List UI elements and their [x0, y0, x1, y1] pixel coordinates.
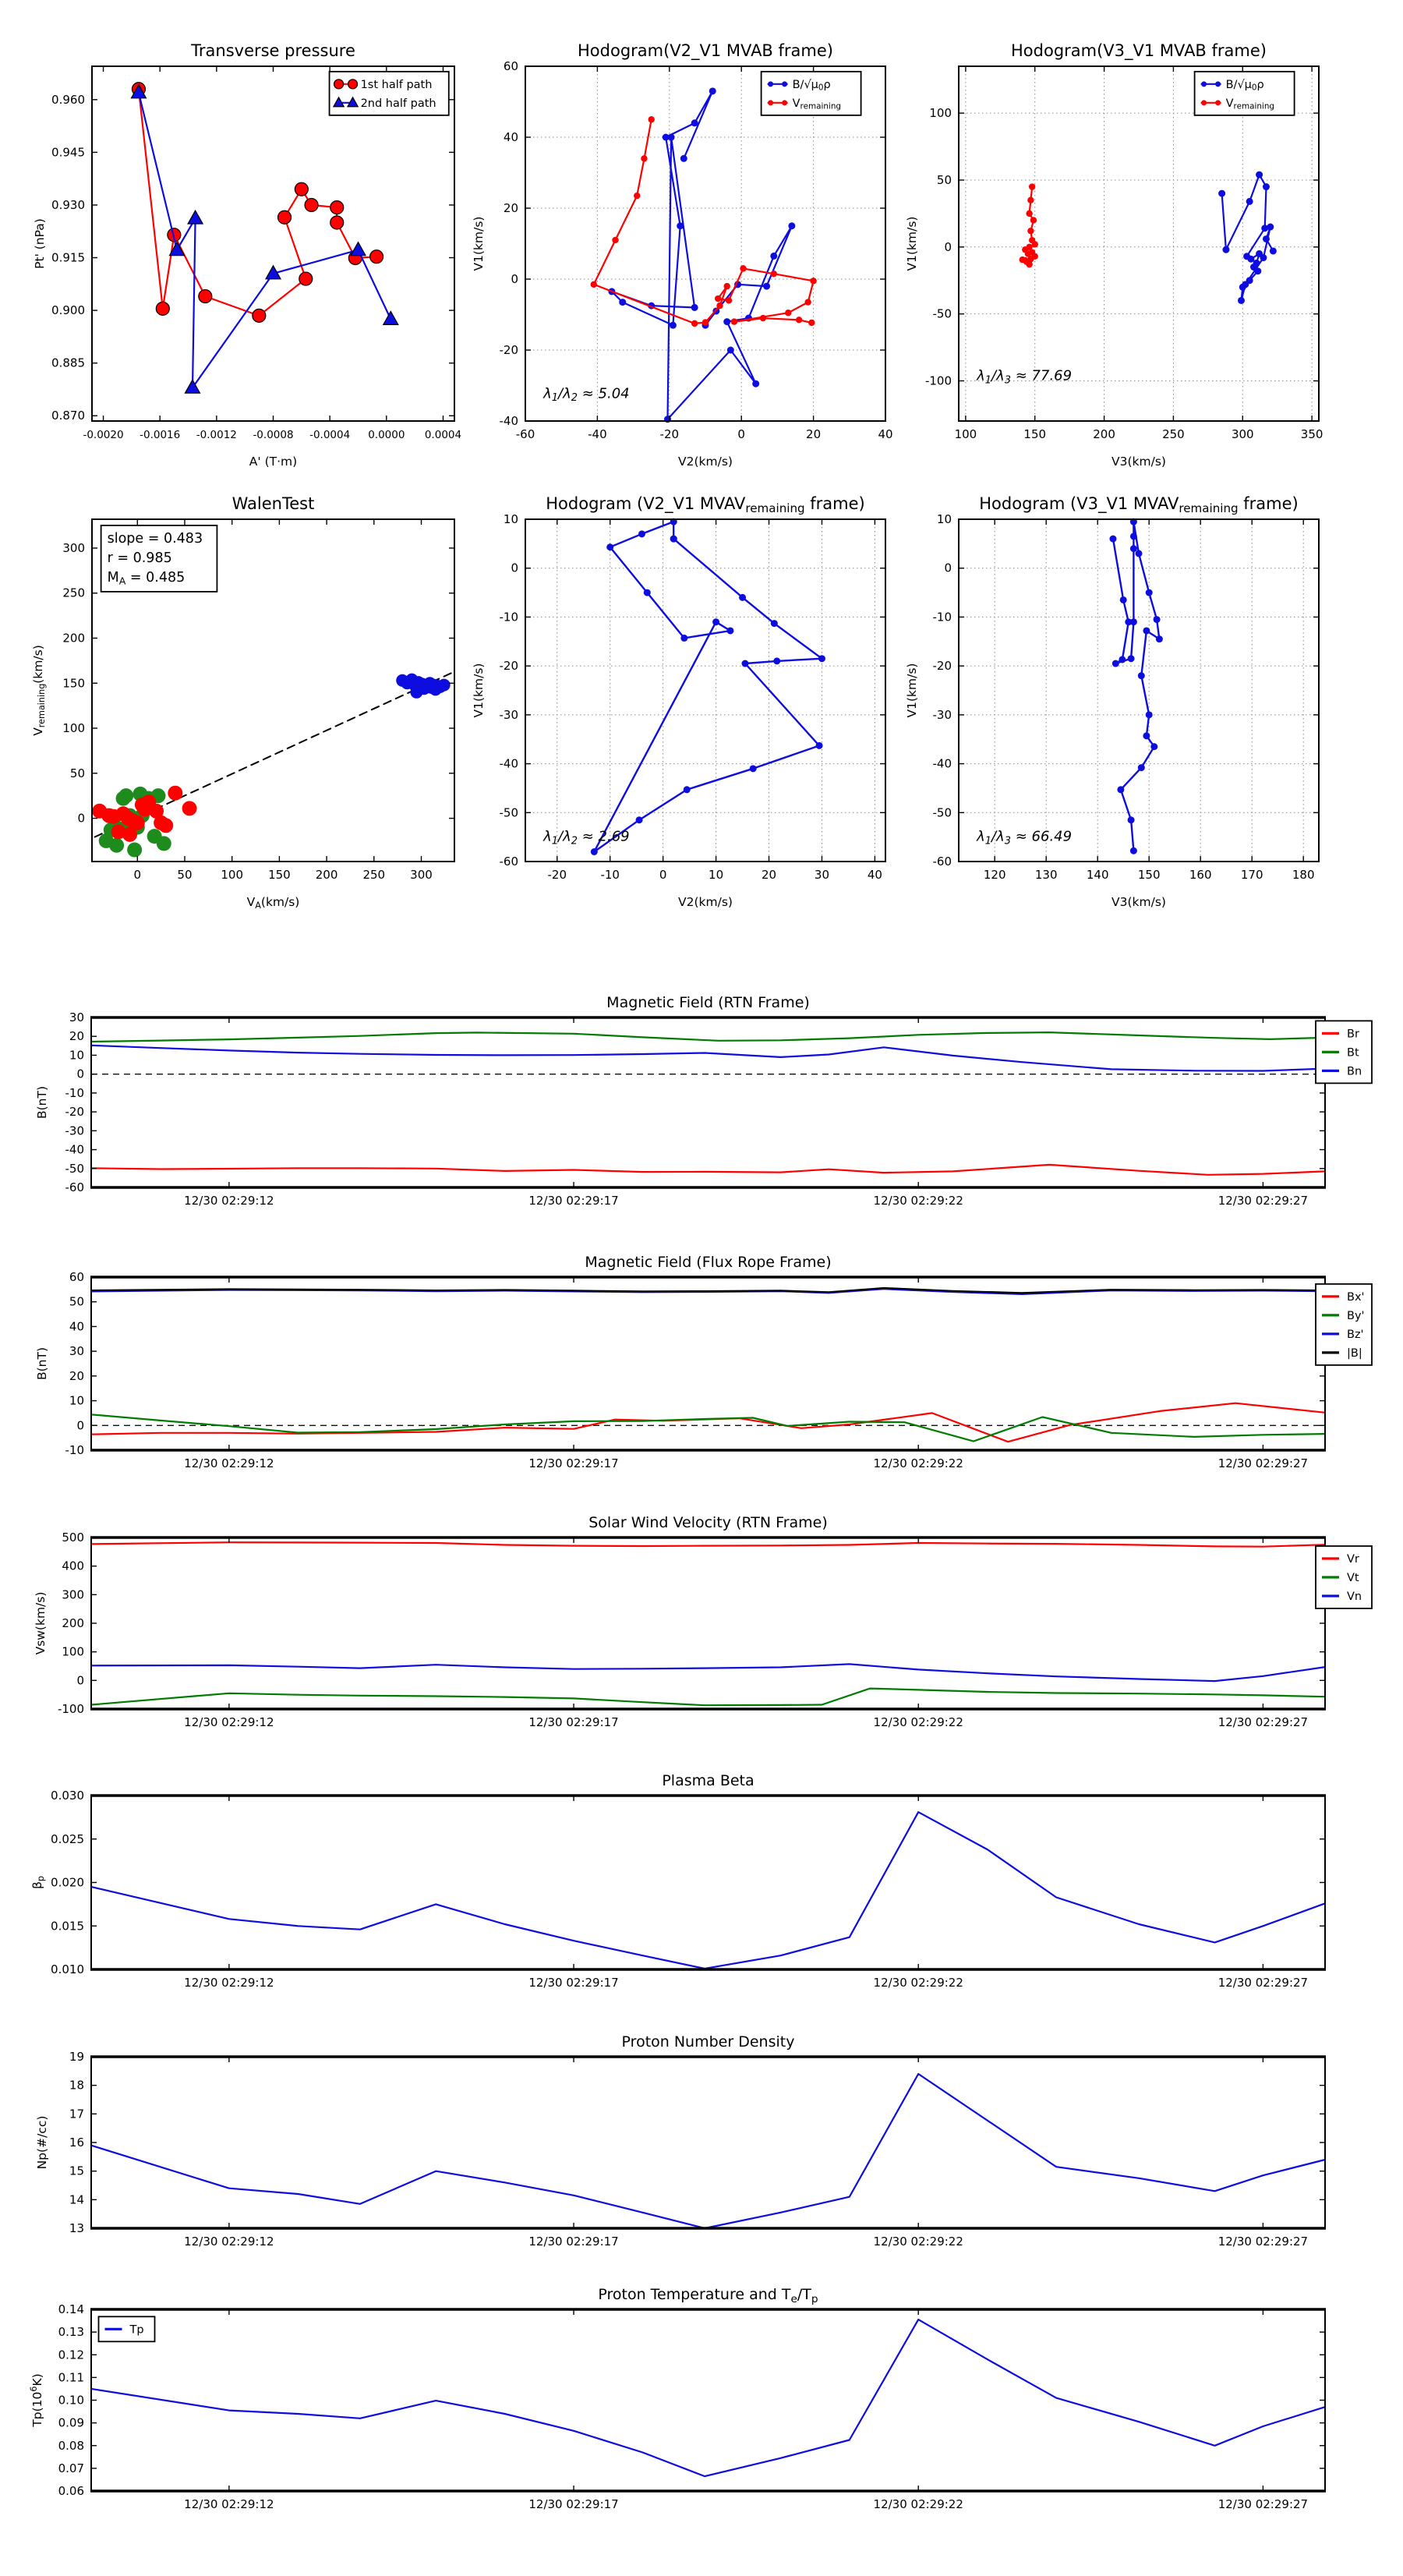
- svg-text:200: 200: [62, 631, 85, 646]
- svg-text:Vn: Vn: [1347, 1591, 1362, 1603]
- svg-text:40: 40: [867, 868, 882, 882]
- ylabel-hodogram-v2v1-mvav: V1(km/s): [472, 663, 486, 718]
- svg-text:Bn: Bn: [1347, 1065, 1362, 1078]
- svg-text:-50: -50: [499, 805, 518, 820]
- svg-text:-100: -100: [924, 373, 952, 388]
- svg-text:-20: -20: [499, 659, 518, 674]
- svg-text:-50: -50: [932, 805, 952, 820]
- svg-text:0: 0: [944, 561, 952, 575]
- svg-text:500: 500: [62, 1530, 84, 1545]
- svg-text:12/30 02:29:17: 12/30 02:29:17: [528, 1194, 619, 1208]
- svg-text:-10: -10: [65, 1085, 84, 1100]
- svg-text:200: 200: [62, 1616, 84, 1630]
- svg-text:30: 30: [814, 868, 830, 882]
- ylabel-magnetic-field-flux-rope: B(nT): [35, 1346, 49, 1381]
- legend: [330, 72, 449, 115]
- svg-text:150: 150: [62, 676, 85, 691]
- svg-text:0: 0: [76, 1673, 84, 1688]
- svg-text:-0.0004: -0.0004: [309, 429, 351, 441]
- svg-text:50: 50: [936, 172, 952, 187]
- ylabel-hodogram-v3v1-mvav: V1(km/s): [905, 663, 919, 718]
- svg-text:0: 0: [511, 561, 518, 575]
- svg-text:-20: -20: [499, 343, 518, 357]
- svg-text:Bt: Bt: [1347, 1046, 1359, 1060]
- svg-text:100: 100: [221, 868, 244, 882]
- svg-text:12/30 02:29:22: 12/30 02:29:22: [873, 1194, 963, 1208]
- svg-text:-40: -40: [499, 756, 518, 771]
- svg-text:12/30 02:29:22: 12/30 02:29:22: [873, 2235, 963, 2249]
- svg-text:0.13: 0.13: [58, 2325, 84, 2340]
- ylabel-solar-wind-velocity-rtn: Vsw(km/s): [34, 1591, 48, 1655]
- svg-text:12/30 02:29:12: 12/30 02:29:12: [184, 1456, 274, 1470]
- svg-text:-10: -10: [499, 610, 518, 625]
- svg-text:0.030: 0.030: [51, 1789, 84, 1803]
- svg-text:300: 300: [1231, 427, 1254, 441]
- svg-text:0.14: 0.14: [58, 2302, 84, 2316]
- svg-text:Vr: Vr: [1347, 1553, 1359, 1566]
- svg-text:16: 16: [69, 2135, 84, 2150]
- svg-text:0: 0: [76, 1418, 84, 1433]
- svg-text:Vremaining: Vremaining: [1225, 97, 1275, 111]
- svg-text:12/30 02:29:22: 12/30 02:29:22: [873, 1456, 963, 1470]
- svg-text:300: 300: [410, 868, 433, 882]
- svg-text:B/√μ0ρ: B/√μ0ρ: [1225, 78, 1264, 93]
- svg-text:250: 250: [62, 586, 85, 600]
- svg-text:150: 150: [268, 868, 291, 882]
- svg-text:-0.0016: -0.0016: [140, 429, 181, 441]
- svg-text:0.0000: 0.0000: [368, 429, 405, 441]
- legend: [1316, 1284, 1372, 1365]
- svg-text:12/30 02:29:27: 12/30 02:29:27: [1217, 1456, 1309, 1470]
- xlabel-hodogram-v3v1-mvav: V3(km/s): [1111, 895, 1166, 909]
- svg-text:-100: -100: [57, 1702, 84, 1716]
- svg-text:By': By': [1347, 1309, 1365, 1322]
- svg-text:-40: -40: [932, 756, 952, 771]
- svg-text:0.09: 0.09: [58, 2415, 84, 2430]
- svg-text:0.025: 0.025: [51, 1831, 84, 1846]
- svg-text:200: 200: [315, 868, 338, 882]
- svg-text:20: 20: [761, 868, 777, 882]
- title-transverse-pressure: Transverse pressure: [191, 41, 355, 60]
- svg-text:12/30 02:29:22: 12/30 02:29:22: [873, 1976, 963, 1990]
- title-walen-test: WalenTest: [231, 494, 315, 513]
- svg-text:0.930: 0.930: [51, 197, 85, 212]
- svg-text:0.08: 0.08: [58, 2438, 84, 2453]
- svg-text:-40: -40: [65, 1142, 84, 1157]
- svg-text:12/30 02:29:17: 12/30 02:29:17: [528, 2235, 619, 2249]
- svg-text:0.07: 0.07: [58, 2461, 84, 2475]
- svg-text:0.900: 0.900: [51, 303, 85, 318]
- svg-text:0.960: 0.960: [51, 92, 85, 107]
- svg-text:0.0004: 0.0004: [424, 429, 462, 441]
- svg-text:13: 13: [69, 2221, 84, 2235]
- svg-text:-30: -30: [65, 1123, 84, 1138]
- svg-text:-50: -50: [932, 306, 952, 321]
- title-solar-wind-velocity-rtn: Solar Wind Velocity (RTN Frame): [588, 1514, 828, 1531]
- svg-text:60: 60: [69, 1270, 84, 1284]
- svg-text:Tp: Tp: [129, 2323, 144, 2337]
- svg-text:0.945: 0.945: [51, 145, 85, 160]
- svg-text:12/30 02:29:27: 12/30 02:29:27: [1217, 1715, 1309, 1729]
- svg-text:MA = 0.485: $M_A = 0.485$: [107, 569, 186, 587]
- svg-text:50: 50: [69, 1294, 84, 1309]
- ylabel-plasma-beta: $\beta_p$: [30, 1875, 47, 1890]
- svg-text:Vremaining: Vremaining: [792, 97, 842, 111]
- svg-text:-20: -20: [659, 427, 680, 441]
- ylabel-walen-test: $V_{remaining}(km/s)$: [31, 645, 48, 736]
- svg-text:20: 20: [69, 1368, 84, 1383]
- svg-text:-20: -20: [65, 1105, 84, 1120]
- svg-text:slope = 0.483: slope = 0.483: [107, 530, 203, 547]
- ylabel-hodogram-v2v1-mvab: V1(km/s): [472, 216, 486, 271]
- legend: [762, 72, 861, 115]
- svg-text:-0.0012: -0.0012: [196, 429, 237, 441]
- svg-text:120: 120: [983, 868, 1006, 882]
- svg-text:0: 0: [77, 811, 85, 826]
- svg-text:-40: -40: [588, 427, 607, 441]
- svg-text:Vt: Vt: [1347, 1572, 1359, 1584]
- svg-text:-20: -20: [547, 868, 567, 882]
- legend: [1195, 72, 1295, 115]
- svg-text:-20: -20: [932, 659, 952, 674]
- svg-text:0.915: 0.915: [51, 250, 85, 265]
- svg-text:12/30 02:29:27: 12/30 02:29:27: [1217, 2235, 1309, 2249]
- svg-text:400: 400: [62, 1559, 84, 1573]
- svg-text:Bx': Bx': [1347, 1290, 1365, 1304]
- svg-text:10: 10: [69, 1393, 84, 1408]
- annotation: $\lambda_1/\lambda_2 \approx 5.04$: [543, 385, 630, 405]
- svg-text:100: 100: [954, 427, 977, 441]
- svg-text:2nd half path: 2nd half path: [360, 97, 436, 110]
- legend: [1316, 1546, 1372, 1608]
- svg-text:0.010: 0.010: [51, 1962, 84, 1976]
- svg-text:0: 0: [511, 272, 518, 286]
- svg-text:20: 20: [69, 1029, 84, 1044]
- svg-text:-60: -60: [499, 855, 518, 869]
- svg-text:0.020: 0.020: [51, 1875, 84, 1890]
- svg-text:130: 130: [1034, 868, 1058, 882]
- svg-text:12/30 02:29:12: 12/30 02:29:12: [184, 2497, 274, 2511]
- svg-text:10: 10: [709, 868, 724, 882]
- svg-text:0.10: 0.10: [58, 2393, 84, 2408]
- xlabel-transverse-pressure: A' (T·m): [249, 455, 298, 469]
- svg-text:40: 40: [503, 130, 518, 144]
- svg-text:40: 40: [69, 1319, 84, 1334]
- svg-text:20: 20: [503, 201, 518, 215]
- svg-text:40: 40: [878, 427, 893, 441]
- title-hodogram-v3v1-mvav: Hodogram (V3_V1 $MVAV_{remaining}$ frame): [979, 494, 1299, 516]
- title-plasma-beta: Plasma Beta: [662, 1772, 755, 1789]
- xlabel-walen-test: $V_A(km/s)$: [246, 895, 300, 911]
- svg-text:-40: -40: [499, 414, 518, 428]
- svg-text:12/30 02:29:12: 12/30 02:29:12: [184, 1715, 274, 1729]
- ylabel-proton-number-density: Np(#/cc): [35, 2115, 49, 2170]
- svg-text:12/30 02:29:22: 12/30 02:29:22: [873, 1715, 963, 1729]
- svg-text:-10: -10: [600, 868, 620, 882]
- svg-text:0: 0: [659, 868, 667, 882]
- title-proton-temperature: Proton Temperature and Te/Tp: [598, 2286, 818, 2305]
- svg-text:12/30 02:29:27: 12/30 02:29:27: [1217, 1194, 1309, 1208]
- svg-text:-10: -10: [932, 610, 952, 625]
- title-hodogram-v2v1-mvab: Hodogram(V2_V1 MVAB frame): [578, 41, 833, 60]
- svg-text:14: 14: [69, 2192, 84, 2207]
- svg-text:100: 100: [62, 1644, 84, 1659]
- svg-text:12/30 02:29:22: 12/30 02:29:22: [873, 2497, 963, 2511]
- svg-text:50: 50: [177, 868, 193, 882]
- svg-text:350: 350: [1300, 427, 1323, 441]
- svg-text:0.12: 0.12: [58, 2348, 84, 2362]
- legend: [1316, 1021, 1372, 1083]
- svg-text:0.885: 0.885: [51, 356, 85, 370]
- svg-text:60: 60: [503, 59, 518, 73]
- svg-text:12/30 02:29:17: 12/30 02:29:17: [528, 2497, 619, 2511]
- svg-text:100: 100: [62, 721, 85, 736]
- svg-text:250: 250: [1162, 427, 1185, 441]
- svg-text:140: 140: [1086, 868, 1109, 882]
- svg-text:Br: Br: [1347, 1028, 1359, 1041]
- svg-text:B/√μ0ρ: B/√μ0ρ: [792, 78, 831, 93]
- svg-text:12/30 02:29:17: 12/30 02:29:17: [528, 1715, 619, 1729]
- svg-text:10: 10: [69, 1048, 84, 1063]
- annotation: $\lambda_1/\lambda_2 \approx 2.69$: [543, 828, 630, 847]
- svg-text:0: 0: [76, 1067, 84, 1081]
- xlabel-hodogram-v2v1-mvab: V2(km/s): [678, 455, 733, 469]
- svg-text:12/30 02:29:27: 12/30 02:29:27: [1217, 1976, 1309, 1990]
- svg-text:170: 170: [1240, 868, 1263, 882]
- ylabel-transverse-pressure: Pt' (nPa): [33, 218, 47, 269]
- svg-text:10: 10: [936, 512, 952, 526]
- svg-text:-60: -60: [932, 855, 952, 869]
- svg-text:30: 30: [69, 1344, 84, 1359]
- annotation: $\lambda_1/\lambda_3 \approx 66.49$: [977, 828, 1073, 847]
- svg-text:-60: -60: [65, 1180, 84, 1194]
- svg-text:200: 200: [1093, 427, 1115, 441]
- ylabel-proton-temperature: $Tp(10^6K)$: [29, 2373, 44, 2427]
- legend: [98, 2316, 154, 2341]
- svg-text:0.06: 0.06: [58, 2484, 84, 2498]
- svg-text:12/30 02:29:12: 12/30 02:29:12: [184, 1976, 274, 1990]
- svg-text:300: 300: [62, 1587, 84, 1602]
- svg-text:0: 0: [737, 427, 745, 441]
- svg-text:30: 30: [69, 1010, 84, 1024]
- svg-text:180: 180: [1292, 868, 1315, 882]
- svg-text:19: 19: [69, 2050, 84, 2064]
- ylabel-magnetic-field-rtn: B(nT): [35, 1085, 49, 1120]
- svg-text:12/30 02:29:27: 12/30 02:29:27: [1217, 2497, 1309, 2511]
- xlabel-hodogram-v3v1-mvab: V3(km/s): [1111, 455, 1166, 469]
- svg-text:-30: -30: [932, 707, 952, 722]
- svg-text:-10: -10: [65, 1443, 84, 1457]
- svg-text:r = 0.985: r = 0.985: [107, 550, 172, 566]
- svg-text:0: 0: [133, 868, 142, 882]
- svg-text:20: 20: [806, 427, 822, 441]
- svg-text:0: 0: [944, 239, 952, 254]
- svg-text:-0.0008: -0.0008: [253, 429, 294, 441]
- svg-text:15: 15: [69, 2164, 84, 2178]
- title-hodogram-v3v1-mvab: Hodogram(V3_V1 MVAB frame): [1011, 41, 1267, 60]
- svg-text:18: 18: [69, 2078, 84, 2093]
- svg-text:0.015: 0.015: [51, 1919, 84, 1934]
- svg-text:150: 150: [1023, 427, 1047, 441]
- title-magnetic-field-flux-rope: Magnetic Field (Flux Rope Frame): [585, 1254, 832, 1271]
- svg-text:-30: -30: [499, 707, 518, 722]
- svg-text:160: 160: [1189, 868, 1212, 882]
- xlabel-hodogram-v2v1-mvav: V2(km/s): [678, 895, 733, 909]
- svg-text:-60: -60: [515, 427, 535, 441]
- svg-text:17: 17: [69, 2107, 84, 2121]
- ylabel-hodogram-v3v1-mvab: V1(km/s): [905, 216, 919, 271]
- title-hodogram-v2v1-mvav: Hodogram (V2_V1 $MVAV_{remaining}$ frame): [546, 494, 865, 516]
- svg-text:300: 300: [62, 540, 85, 555]
- svg-text:-0.0020: -0.0020: [83, 429, 124, 441]
- svg-text:12/30 02:29:12: 12/30 02:29:12: [184, 2235, 274, 2249]
- svg-text:12/30 02:29:12: 12/30 02:29:12: [184, 1194, 274, 1208]
- title-magnetic-field-rtn: Magnetic Field (RTN Frame): [606, 994, 810, 1011]
- svg-text:100: 100: [929, 106, 952, 121]
- svg-text:0.870: 0.870: [51, 409, 85, 423]
- svg-text:Bz': Bz': [1347, 1328, 1364, 1341]
- svg-text:12/30 02:29:17: 12/30 02:29:17: [528, 1456, 619, 1470]
- svg-text:|B|: |B|: [1347, 1346, 1362, 1360]
- svg-text:150: 150: [1137, 868, 1161, 882]
- svg-text:1st half path: 1st half path: [360, 78, 433, 91]
- svg-text:-50: -50: [65, 1161, 84, 1176]
- svg-text:10: 10: [503, 512, 518, 526]
- svg-text:250: 250: [362, 868, 386, 882]
- svg-text:12/30 02:29:17: 12/30 02:29:17: [528, 1976, 619, 1990]
- svg-text:50: 50: [69, 766, 85, 780]
- svg-text:0.11: 0.11: [58, 2370, 84, 2385]
- annotation: $\lambda_1/\lambda_3 \approx 77.69$: [977, 367, 1073, 387]
- title-proton-number-density: Proton Number Density: [621, 2033, 795, 2051]
